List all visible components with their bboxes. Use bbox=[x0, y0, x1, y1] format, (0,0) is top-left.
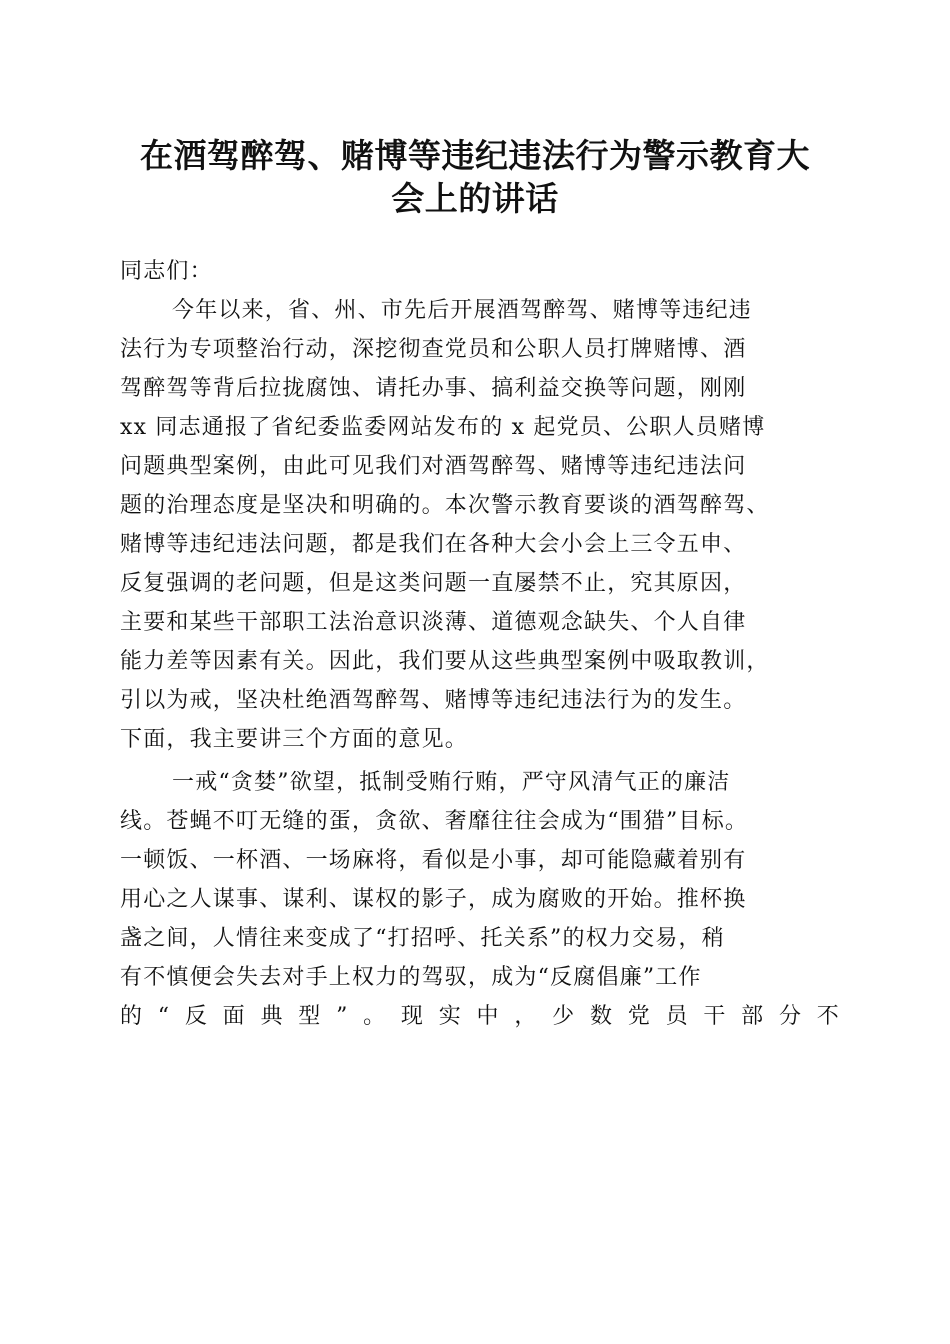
paragraph-line: 一戒“贪婪”欲望，抵制受贿行贿，严守风清气正的廉洁 bbox=[172, 770, 731, 795]
title-line-2: 会上的讲话 bbox=[391, 179, 559, 218]
paragraph-2 bbox=[120, 763, 840, 1036]
paragraph-line: 用心之人谋事、谋利、谋权的影子，成为腐败的开始。推杯换 bbox=[120, 887, 747, 912]
paragraph-line: 的“反面典型”。现实中，少数党员干部分不 bbox=[120, 1004, 840, 1029]
title-line-1: 在酒驾醉驾、赌博等违纪违法行为警示教育大 bbox=[140, 136, 810, 175]
document-title bbox=[100, 134, 850, 220]
paragraph-line: xx 同志通报了省纪委监委网站发布的 x 起党员、公职人员赌博 bbox=[120, 415, 766, 440]
paragraph-line: 法行为专项整治行动，深挖彻查党员和公职人员打牌赌博、酒 bbox=[120, 337, 747, 362]
paragraph-line: 线。苍蝇不叮无缝的蛋，贪欲、奢靡往往会成为“围猎”目标。 bbox=[120, 809, 749, 834]
paragraph-line: 有不慎便会失去对手上权力的驾驭，成为“反腐倡廉”工作 bbox=[120, 965, 702, 990]
paragraph-line: 题的治理态度是坚决和明确的。本次警示教育要谈的酒驾醉驾、 bbox=[120, 493, 770, 518]
paragraph-line: 问题典型案例，由此可见我们对酒驾醉驾、赌博等违纪违法问 bbox=[120, 454, 747, 479]
salutation: 同志们： bbox=[120, 259, 213, 284]
paragraph-line: 能力差等因素有关。因此，我们要从这些典型案例中吸取教训， bbox=[120, 649, 770, 674]
paragraph-line: 今年以来，省、州、市先后开展酒驾醉驾、赌博等违纪违 bbox=[172, 298, 753, 323]
paragraph-line: 盏之间，人情往来变成了“打招呼、托关系”的权力交易，稍 bbox=[120, 926, 725, 951]
paragraph-line: 一顿饭、一杯酒、一场麻将，看似是小事，却可能隐藏着别有 bbox=[120, 848, 747, 873]
paragraph-line: 赌博等违纪违法问题，都是我们在各种大会小会上三令五申、 bbox=[120, 532, 747, 557]
paragraph-line: 下面，我主要讲三个方面的意见。 bbox=[120, 727, 469, 752]
document-body bbox=[120, 252, 840, 1036]
paragraph-line: 引以为戒，坚决杜绝酒驾醉驾、赌博等违纪违法行为的发生。 bbox=[120, 688, 747, 713]
paragraph-line: 主要和某些干部职工法治意识淡薄、道德观念缺失、个人自律 bbox=[120, 610, 747, 635]
paragraph-1 bbox=[120, 291, 840, 759]
paragraph-line: 驾醉驾等背后拉拢腐蚀、请托办事、搞利益交换等问题，刚刚 bbox=[120, 376, 747, 401]
paragraph-line: 反复强调的老问题，但是这类问题一直屡禁不止，究其原因， bbox=[120, 571, 747, 596]
